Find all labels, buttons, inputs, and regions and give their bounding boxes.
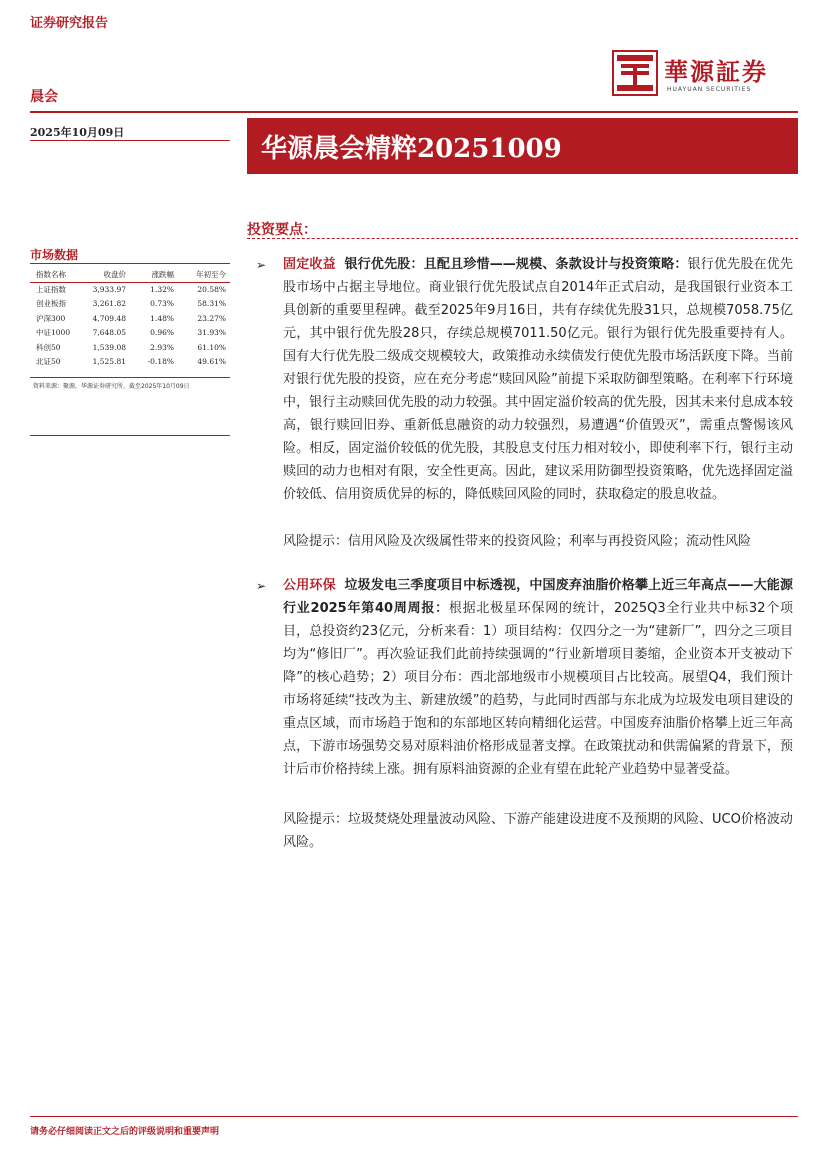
points-divider [247, 238, 798, 239]
ytd-pct: 31.93% [197, 328, 226, 338]
table-row [30, 282, 230, 297]
close-price: 3,261.82 [92, 299, 126, 309]
change-pct: 1.48% [150, 313, 174, 323]
point-body: 根据北极星环保网的统计，2025Q3全行业共中标32个项目，总投资约23亿元，分析来看：1）项目结构：仅四分之一为“建新厂”，四分之三项目均为“修旧厂”。再次验证我们此前持续强调的“行业新增项目萎缩，企业资本开支被动下降”的核心趋势；2）项目分布：西北部地级市小规模项目占比较高。展望Q4，我们预计市场将延续“技改为主、新建放缓”的趋势，与此同时西部与东北成为垃圾发电项目建设的重点区域，而市场趋于饱和的东部地区转向精细化运营。中国废弃油脂价格攀上近三年高点，下游市场强势交易对原料油价格形成显著支撑。在政策扰动和供需偏紧的背景下，预计后市价格持续上涨。拥有原料油资源的企业有望在此轮产业趋势中显著受益。 [283, 601, 793, 777]
table-header-row [30, 267, 230, 282]
close-price: 7,648.05 [92, 328, 126, 338]
table-source: 资料来源：聚源，华源证券研究所，截至2025年10月09日 [33, 383, 190, 390]
table-row [30, 326, 230, 341]
close-price: 1,539.08 [92, 342, 126, 352]
header-divider [30, 111, 798, 113]
index-name: 上证指数 [36, 285, 66, 294]
point-risk: 风险提示：信用风险及次级属性带来的投资风险；利率与再投资风险；流动性风险 [283, 534, 752, 549]
column-header: 涨跌幅 [126, 267, 174, 282]
point-title: 垃圾发电三季度项目中标透视，中国废弃油脂价格攀上近三年高点——大能源行业2025年第40周周报： [283, 578, 793, 616]
ytd-pct: 58.31% [197, 299, 226, 309]
point-body: 银行优先股在优先股市场中占据主导地位。商业银行优先股试点自2014年正式启动，是我国银行业资本工具创新的重要里程碑。截至2025年9月16日，共有存续优先股31只，总规模7058.75亿元，其中银行优先股28只，存续总规模7011.50亿元。银行为银行优先股重要持有人。国有大行优先股二级成交规模较大，政策推动永续债发行使优先股市场活跃度下降。当前对银行优先股的投资，应在充分考虑“赎回风险”前提下采取防御型策略。在利率下行环境中，银行主动赎回优先股的动力较强。其中固定溢价较高的优先股，因其未来付息成本较高，银行赎回旧券、重新低息融资的动力较强烈，易遭遇“价值毁灭”，需重点警惕该风险。相反，固定溢价较低的优先股，其股息支付压力相对较小，即使利率下行，银行主动赎回的动力也相对有限，安全性更高。因此，建议采用防御型投资策略，优先选择固定溢价较低、信用资质优异的标的，降低赎回风险的同时，获取稳定的股息收益。 [283, 257, 793, 502]
points-heading: 投资要点： [247, 222, 317, 238]
footer-disclaimer: 请务必仔细阅读正文之后的评级说明和重要声明 [30, 1127, 220, 1137]
market-table [30, 267, 230, 369]
sidebar-divider [30, 435, 230, 436]
report-date: 2025年10月09日 [30, 126, 125, 139]
column-header: 收盘价 [78, 267, 126, 282]
index-name: 中证1000 [36, 328, 71, 338]
change-pct: 1.32% [150, 285, 174, 294]
table-row [30, 297, 230, 312]
ytd-pct: 49.61% [197, 357, 226, 367]
column-header: 指数名称 [30, 267, 78, 282]
close-price: 1,525.81 [92, 357, 126, 367]
table-row [30, 355, 230, 370]
logo-subtitle: HUAYUAN SECURITIES [667, 86, 752, 93]
footer-divider [30, 1116, 798, 1117]
date-divider [30, 140, 230, 141]
point-item-utilities [283, 574, 793, 781]
market-heading: 市场数据 [30, 248, 79, 262]
close-price: 3,933.97 [92, 285, 126, 294]
title-banner [247, 118, 798, 174]
report-type: 证券研究报告 [30, 16, 109, 31]
change-pct: 2.93% [150, 342, 174, 352]
ytd-pct: 23.27% [197, 313, 226, 323]
change-pct: 0.73% [150, 299, 174, 309]
bullet-icon: ➢ [256, 579, 267, 593]
logo-text: 華源証券 [664, 57, 768, 86]
point-risk: 风险提示：垃圾焚烧处理量波动风险、下游产能建设进度不及预期的风险、UCO价格波动风险。 [283, 812, 793, 850]
point-item-fixed-income [283, 253, 793, 506]
market-divider [30, 263, 230, 264]
change-pct: 0.96% [150, 328, 174, 338]
point-tag: 公用环保 [283, 578, 336, 593]
index-name: 沪深300 [36, 313, 66, 323]
change-pct: -0.18% [147, 357, 174, 367]
table-bottom-rule [30, 377, 230, 378]
index-name: 创业板指 [36, 299, 66, 309]
index-name: 北证50 [36, 357, 61, 367]
ytd-pct: 20.58% [197, 285, 226, 294]
bullet-icon: ➢ [256, 258, 267, 272]
huayuan-logo-icon [612, 50, 658, 96]
section-tag: 晨会 [30, 89, 58, 105]
close-price: 4,709.48 [92, 313, 126, 323]
ytd-pct: 61.10% [197, 342, 226, 352]
table-row [30, 311, 230, 326]
point-tag: 固定收益 [283, 257, 336, 272]
column-header: 年初至今 [174, 267, 230, 282]
point-title: 银行优先股：且配且珍惜——规模、条款设计与投资策略： [344, 257, 688, 272]
page-title: 华源晨会精粹20251009 [261, 134, 562, 164]
index-name: 科创50 [36, 342, 61, 352]
table-row [30, 340, 230, 355]
company-logo [612, 50, 792, 100]
